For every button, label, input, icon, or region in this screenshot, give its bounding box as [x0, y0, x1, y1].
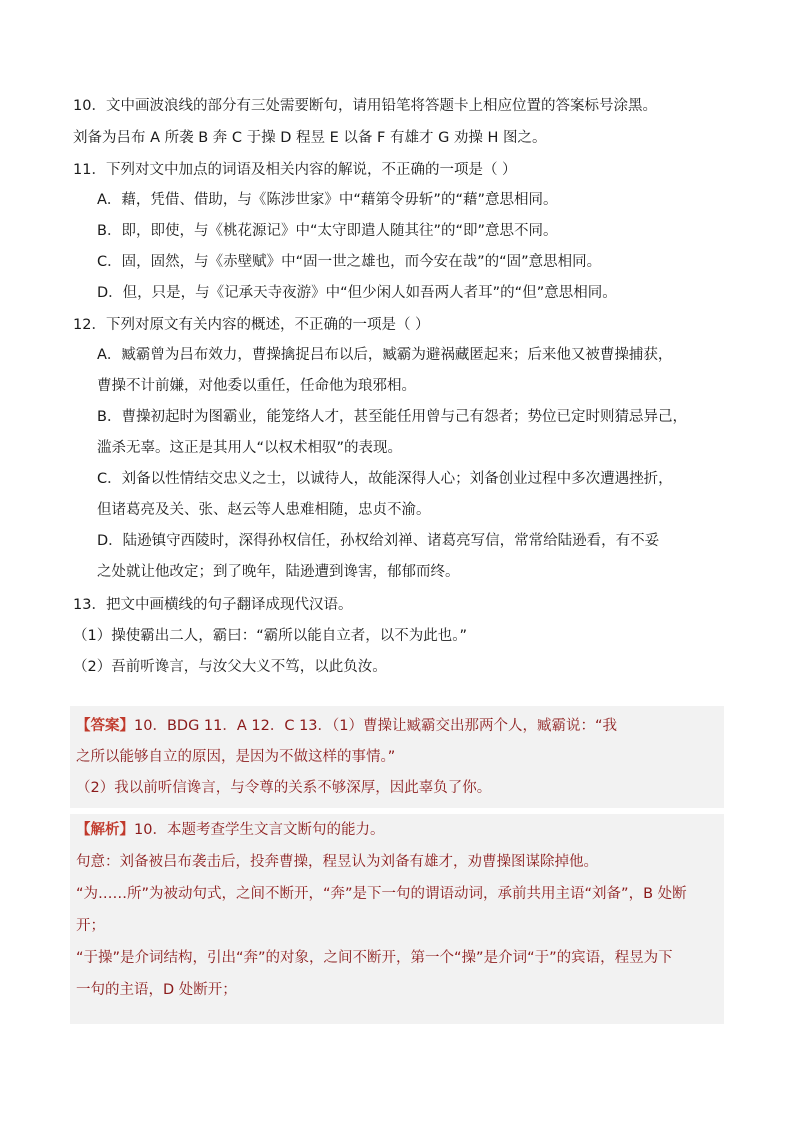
explanation-line-6: 一句的主语，D 处断开；	[76, 982, 237, 998]
q11-option-b: B．即，即使，与《桃花源记》中“太守即遣人随其往”的“即”意思不同。	[97, 223, 558, 239]
explanation-line-4: 开；	[76, 918, 105, 934]
q12-option-a-line2: 曹操不计前嫌，对他委以重任，任命他为琅邪相。	[97, 378, 416, 394]
q12-option-c-line2: 但诸葛亮及关、张、赵云等人患难相随，忠贞不渝。	[97, 502, 431, 518]
explanation-line-5: “于操”是介词结构，引出“奔”的对象，之间不断开，第一个“操”是介词“于”的宾语，程昱为下	[76, 950, 673, 966]
q13-item-1: （1）操使霸出二人，霸曰：“霸所以能自立者，以不为此也。”	[73, 628, 467, 644]
answer-line-1: 【答案】10．BDG 11．A 12．C 13．（1）曹操让臧霸交出那两个人，臧霸说：“我	[76, 718, 618, 734]
explanation-box	[70, 814, 724, 1024]
q10-stem: 10．文中画波浪线的部分有三处需要断句，请用铅笔将答题卡上相应位置的答案标号涂黑。	[73, 98, 657, 114]
q13-stem: 13．把文中画横线的句子翻译成现代汉语。	[73, 597, 353, 613]
q12-stem: 12．下列对原文有关内容的概述，不正确的一项是（ ）	[73, 317, 430, 333]
q13-item-2: （2）吾前听谗言，与汝父大义不笃，以此负汝。	[73, 659, 387, 675]
q12-option-a-line1: A．臧霸曾为吕布效力，曹操擒捉吕布以后，臧霸为避祸藏匿起来；后来他又被曹操捕获，	[97, 347, 673, 363]
q11-option-c: C．固，固然，与《赤壁赋》中“固一世之雄也，而今安在哉”的“固”意思相同。	[97, 254, 602, 270]
explanation-line-2: 句意：刘备被吕布袭击后，投奔曹操，程昱认为刘备有雄才，劝曹操图谋除掉他。	[76, 854, 598, 870]
q12-option-c-line1: C．刘备以性情结交忠义之士，以诚待人，故能深得人心；刘备创业过程中多次遭遇挫折，	[97, 471, 673, 487]
q12-option-b-line1: B．曹操初起时为图霸业，能笼络人才，甚至能任用曾与己有怨者；势位已定时则猜忌异己，	[97, 409, 687, 425]
q12-option-b-line2: 滥杀无辜。这正是其用人“以权术相驭”的表现。	[97, 440, 403, 456]
q12-option-d-line1: D．陆逊镇守西陵时，深得孙权信任，孙权给刘禅、诸葛亮写信，常常给陆逊看，有不妥	[97, 533, 660, 549]
q11-stem: 11．下列对文中加点的词语及相关内容的解说，不正确的一项是（ ）	[73, 162, 517, 178]
answer-line-2: 之所以能够自立的原因，是因为不做这样的事情。”	[76, 749, 396, 765]
explanation-line-3: “为……所”为被动句式，之间不断开，“奔”是下一句的谓语动词，承前共用主语“刘备”，B 处断	[76, 886, 687, 902]
q10-text: 刘备为吕布 A 所袭 B 奔 C 于操 D 程昱 E 以备 F 有雄才 G 劝操 H 图之。	[73, 130, 547, 146]
answer-tag: 【答案】	[76, 718, 134, 734]
explanation-line-1: 【解析】10．本题考查学生文言文断句的能力。	[76, 822, 385, 838]
answer-line-3: （2）我以前听信谗言，与令尊的关系不够深厚，因此辜负了你。	[76, 780, 492, 796]
answer-box	[70, 706, 724, 808]
q12-option-d-line2: 之处就让他改定；到了晚年，陆逊遭到谗害，郁郁而终。	[97, 564, 460, 580]
q11-option-d: D．但，只是，与《记承天寺夜游》中“但少闲人如吾两人者耳”的“但”意思相同。	[97, 285, 617, 301]
q11-option-a: A．藉，凭借、借助，与《陈涉世家》中“藉第令毋斩”的“藉”意思相同。	[97, 192, 558, 208]
explanation-tag: 【解析】	[76, 822, 134, 838]
